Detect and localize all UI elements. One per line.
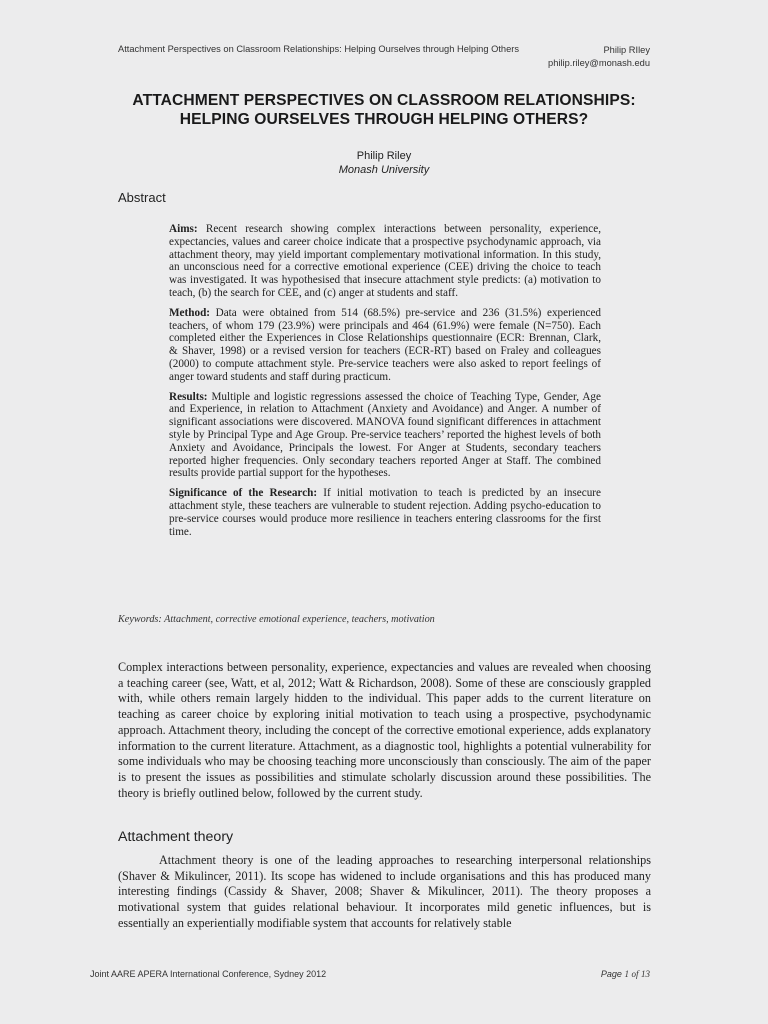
intro-paragraph: Complex interactions between personality, experience, expectancies and values are revealed when choosing a teaching career (see, Watt, et al, 2012; Watt & Richardson, 2008). Some of these are consciously grappled with, while others remain largely hidden to the individual. This paper adds to the current literature on teaching as career choice by exploring initial motivation to teach using a prospective, psychodynamic approach. Attachment theory, including the concept of the corrective emotional experience, adds explanatory information to the current literature. Attachment, as a diagnostic tool, highlights a potential vulnerability for some individuals who may be choosing teaching more unconsciously than consciously. The aim of the paper is to present the issues as possibilities and stimulate scholarly discussion around these possibilities. The theory is briefly outlined below, followed by the current study. [118, 660, 651, 800]
section-heading: Attachment theory [118, 829, 234, 845]
page-total: 13 [641, 969, 650, 979]
page-of: of [631, 969, 639, 979]
author-affiliation: Monash University [338, 164, 430, 176]
paper-title [90, 91, 678, 129]
abstract-method [169, 307, 601, 384]
abstract-significance [169, 487, 601, 538]
running-header-title: Attachment Perspectives on Classroom Relationships: Helping Ourselves through Helping Others [118, 44, 519, 54]
running-header-author [548, 44, 650, 70]
aims-label: Aims: [169, 223, 198, 235]
results-label: Results: [169, 390, 208, 403]
author-name: Philip Riley [356, 150, 412, 162]
abstract-aims [169, 223, 601, 300]
title-line-2: HELPING OURSELVES THROUGH HELPING OTHERS? [179, 111, 589, 128]
significance-label: Significance of the Research: [169, 487, 318, 500]
method-text: Data were obtained from 514 (68.5%) pre-service and 236 (31.5%) experienced teachers, of whom 179 (23.9%) were principals and 464 (61.9%) were female (N=750). Each completed either the Experiences in Close Relationships questionnaire (ECR: Brennan, Clark, & Shaver, 1998) or a revised version for teachers (ECR-RT) based on Fraley and colleagues (2000) to compute attachment style. Pre-service teachers were also asked to report feelings of anger toward students and staff during practicum. [169, 306, 602, 383]
method-label: Method: [169, 306, 211, 319]
footer-page-number [601, 969, 650, 979]
header-author-name: Philip RIley [603, 45, 650, 55]
title-line-1: ATTACHMENT PERSPECTIVES ON CLASSROOM RELATIONSHIPS: [132, 92, 636, 109]
results-text: Multiple and logistic regressions assessed the choice of Teaching Type, Gender, Age and Experience, in relation to Attachment (Anxiety and Avoidance) and Anger. A number of significant associations were discovered. MANOVA found significant differences in attachment style by Principal Type and Age Group. Pre-service teachers’ reported the highest levels of both Anxiety and Avoidance, Principals the lowest. For Anger at Students, secondary teachers reported higher frequencies. Only secondary teachers reported Anger at Staff. The combined results provide partial support for the hypotheses. [169, 390, 601, 480]
author-block [0, 149, 768, 177]
section-paragraph: Attachment theory is one of the leading approaches to researching interpersonal relationships (Shaver & Mikulincer, 2011). Its scope has widened to include organisations and this has produced many interesting findings (Cassidy & Shaver, 2008; Shaver & Mikulincer, 2011). The theory proposes a motivational system that guides relational behaviour. It incorporates mild genetic influences, but is essentially an experientially modifiable system that accounts for relatively stable [118, 853, 651, 930]
header-email: philip.riley@monash.edu [548, 58, 650, 68]
page-label: Page [600, 969, 622, 979]
footer-conference: Joint AARE APERA International Conference, Sydney 2012 [90, 969, 327, 979]
keywords: Keywords: Attachment, corrective emotional experience, teachers, motivation [118, 614, 435, 625]
abstract-results [169, 391, 601, 481]
abstract-heading: Abstract [118, 190, 166, 205]
abstract-body [169, 223, 601, 545]
page-current: 1 [624, 969, 629, 979]
aims-text: Recent research showing complex interactions between personality, experience, expectancies, values and career choice indicate that a prospective psychodynamic approach, via attachment theory, may yield important complementary motivational information. In this study, an unconscious need for a corrective emotional experience (CEE) driving the choice to teach was investigated. It was hypothesised that insecure attachment style predicts: (a) motivation to teach, (b) the search for CEE, and (c) anger at students and staff. [169, 223, 602, 299]
significance-text: If initial motivation to teach is predicted by an insecure attachment style, these teachers are vulnerable to student rejection. Adding psycho-education to pre-service courses would produce more resilience in teachers entering classrooms for the first time. [169, 487, 602, 538]
